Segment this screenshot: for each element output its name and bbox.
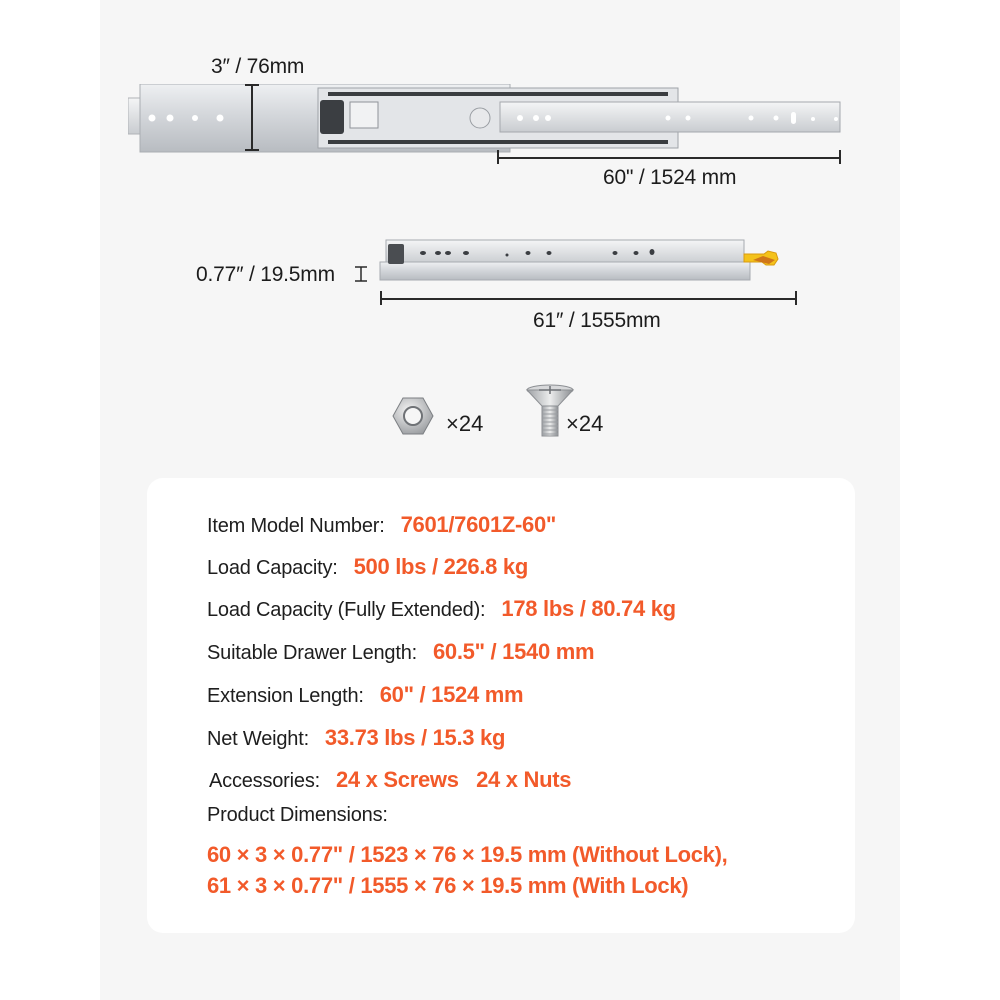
spec-label: Extension Length:	[207, 685, 364, 707]
spec-value: 60" / 1524 mm	[379, 682, 524, 707]
extension-dimension-line	[497, 157, 841, 159]
specifications-card	[147, 478, 855, 933]
rail-height-label: 3″ / 76mm	[211, 55, 305, 78]
spec-row-accessories	[209, 767, 571, 793]
spec-value: 7601/7601Z-60"	[400, 512, 557, 537]
closed-slide-rail-image	[378, 238, 798, 282]
spec-value: 500 lbs / 226.8 kg	[353, 554, 529, 579]
length-dimension-cap-right	[795, 291, 797, 305]
spec-label: Product Dimensions:	[207, 804, 388, 826]
height-dimension-cap-bottom	[245, 149, 259, 151]
hex-nut-icon	[392, 396, 434, 436]
accessories-row	[380, 384, 640, 444]
height-dimension-line	[251, 84, 253, 150]
spec-label: Load Capacity (Fully Extended):	[207, 599, 486, 621]
spec-label: Net Weight:	[207, 728, 309, 750]
spec-value: 24 x Screws 24 x Nuts	[335, 767, 572, 792]
closed-length-label: 61″ / 1555mm	[533, 309, 661, 332]
spec-row-model-number	[207, 512, 556, 538]
extension-dimension-cap-left	[497, 150, 499, 164]
spec-value: 178 lbs / 80.74 kg	[501, 596, 676, 621]
spec-row-drawer-length	[207, 639, 594, 665]
extended-rail-diagram	[0, 0, 1000, 200]
screw-quantity: ×24	[566, 411, 604, 436]
thickness-indicator-icon	[354, 266, 368, 282]
spec-label: Suitable Drawer Length:	[207, 642, 417, 664]
extension-length-label: 60" / 1524 mm	[603, 166, 737, 189]
spec-row-load-capacity-extended	[207, 596, 676, 622]
spec-value: 33.73 lbs / 15.3 kg	[324, 725, 506, 750]
spec-label: Accessories:	[209, 770, 320, 792]
spec-row-net-weight	[207, 725, 505, 751]
spec-row-load-capacity	[207, 554, 528, 580]
spec-label: Load Capacity:	[207, 557, 338, 579]
length-dimension-line	[380, 298, 797, 300]
spec-row-dimensions-label	[207, 804, 388, 827]
length-dimension-cap-left	[380, 291, 382, 305]
rail-thickness-label: 0.77″ / 19.5mm	[196, 263, 335, 286]
dimensions-with-lock: 61 × 3 × 0.77" / 1555 × 76 × 19.5 mm (With Lock)	[207, 873, 689, 898]
spec-label: Item Model Number:	[207, 515, 385, 537]
spec-value: 60.5" / 1540 mm	[432, 639, 595, 664]
extension-dimension-cap-right	[839, 150, 841, 164]
height-dimension-cap-top	[245, 84, 259, 86]
nut-quantity: ×24	[446, 411, 484, 436]
spec-row-extension-length	[207, 682, 523, 708]
dimensions-without-lock: 60 × 3 × 0.77" / 1523 × 76 × 19.5 mm (Without Lock),	[207, 842, 728, 867]
extended-slide-rail-image	[128, 84, 842, 156]
closed-rail-diagram	[0, 220, 1000, 340]
